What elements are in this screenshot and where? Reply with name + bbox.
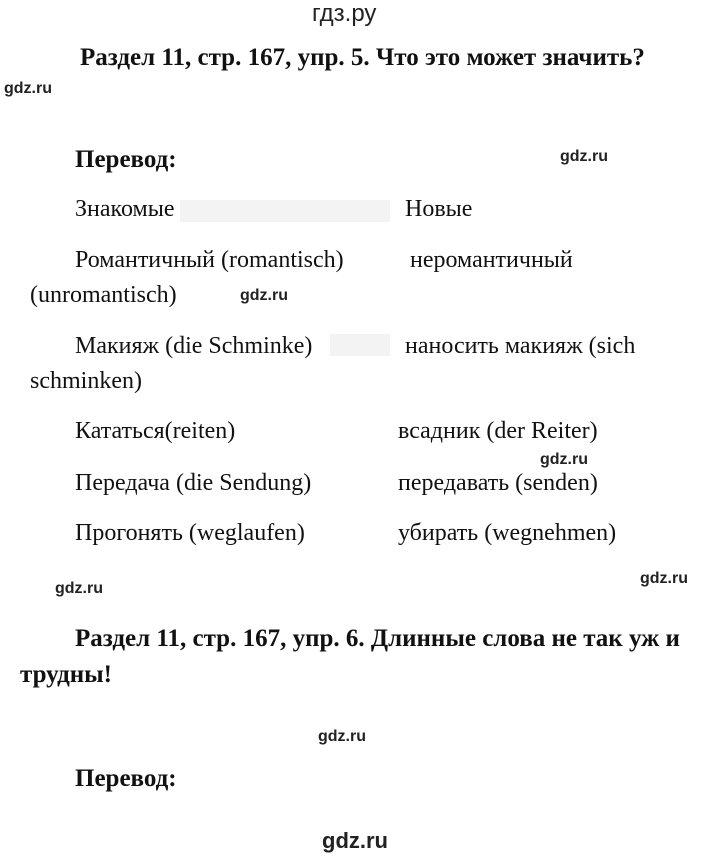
row-romantic-left: Романтичный (romantisch) — [75, 247, 344, 273]
word-known-left: Знакомые — [75, 196, 175, 222]
row-makeup-right: наносить макияж (sich — [405, 333, 636, 359]
exercise-5-title: Раздел 11, стр. 167, упр. 5. Что это может значить? — [80, 44, 645, 71]
row-broadcast-left: Передача (die Sendung) — [75, 470, 312, 496]
site-header: гдз.ру — [312, 0, 377, 27]
row-romantic-right: нeромантичный — [410, 247, 573, 273]
footer-watermark: gdz.ru — [322, 828, 388, 853]
row-makeup-wrap: schminken) — [30, 368, 142, 394]
row-romantic-wrap: (unromantisch) — [30, 282, 177, 308]
row-ride-left: Кататься(reiten) — [75, 418, 236, 444]
row-chase-right: убирать (wegnehmen) — [398, 520, 617, 546]
exercise-6-title-line2: трудны! — [20, 661, 112, 688]
row-shade — [180, 200, 390, 222]
watermark-4: gdz.ru — [540, 451, 588, 468]
translation-label-2: Перевод: — [75, 765, 177, 792]
watermark-7: gdz.ru — [318, 728, 366, 745]
row-ride-right: всадник (der Reiter) — [398, 418, 598, 444]
row-chase-left: Прогонять (weglaufen) — [75, 520, 305, 546]
watermark-2: gdz.ru — [560, 148, 608, 165]
row-makeup-left: Макияж (die Schminke) — [75, 333, 313, 359]
word-new-right: Новые — [405, 196, 473, 222]
watermark-5: gdz.ru — [55, 580, 103, 597]
row-broadcast-right: передавать (senden) — [398, 470, 598, 496]
exercise-6-title-line1: Раздел 11, стр. 167, упр. 6. Длинные слова не так уж и — [75, 625, 680, 652]
translation-label: Перевод: — [75, 146, 177, 173]
watermark-1: gdz.ru — [4, 80, 52, 97]
row-shade — [330, 334, 390, 356]
watermark-6: gdz.ru — [640, 570, 688, 587]
watermark-3: gdz.ru — [240, 287, 288, 304]
